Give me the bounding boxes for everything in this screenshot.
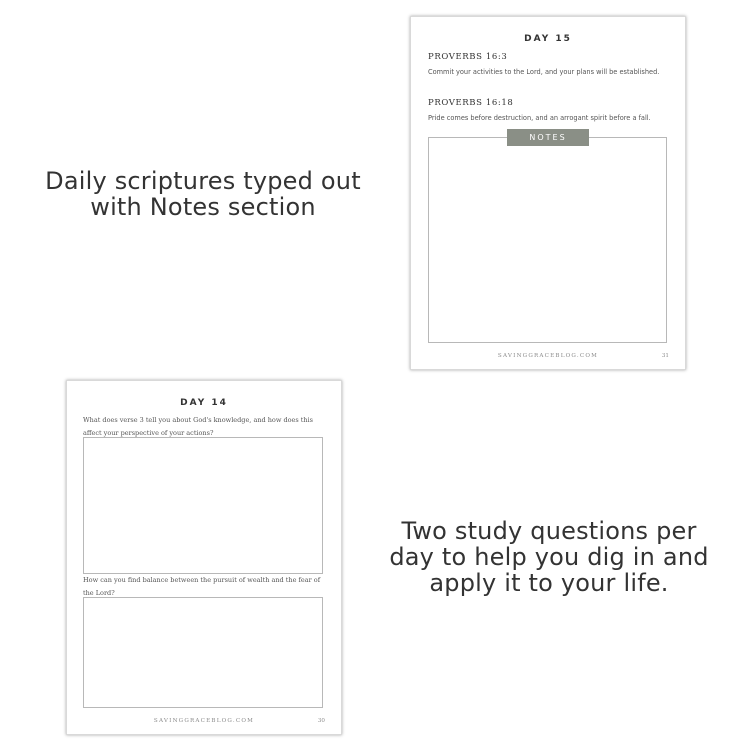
page-number: 31 bbox=[661, 353, 669, 359]
verse-text: Pride comes before destruction, and an arrogant spirit before a fall. bbox=[428, 114, 651, 122]
page-number: 30 bbox=[317, 718, 325, 724]
verse-reference: PROVERBS 16:18 bbox=[428, 98, 514, 108]
notes-banner: NOTES bbox=[507, 129, 589, 146]
study-question: What does verse 3 tell you about God's knowledge, and how does this affect your perspective of your actions? bbox=[83, 416, 313, 437]
study-question: How can you find balance between the pursuit of wealth and the fear of the Lord? bbox=[83, 576, 321, 597]
verse-text: Commit your activities to the Lord, and your plans will be established. bbox=[428, 68, 660, 76]
caption-study-questions: Two study questions per day to help you dig in and apply it to your life. bbox=[389, 517, 709, 597]
answer-box bbox=[83, 597, 323, 708]
caption-daily-scriptures: Daily scriptures typed out with Notes section bbox=[45, 167, 361, 221]
answer-box bbox=[83, 437, 323, 574]
notes-box bbox=[428, 137, 667, 343]
day-heading: DAY 15 bbox=[524, 34, 572, 44]
journal-page-day-14 bbox=[66, 380, 342, 735]
footer-website: SAVINGGRACEBLOG.COM bbox=[153, 718, 255, 724]
journal-page-day-15 bbox=[410, 16, 686, 370]
footer-website: SAVINGGRACEBLOG.COM bbox=[497, 353, 599, 359]
verse-reference: PROVERBS 16:3 bbox=[428, 52, 508, 62]
day-heading: DAY 14 bbox=[180, 398, 228, 408]
